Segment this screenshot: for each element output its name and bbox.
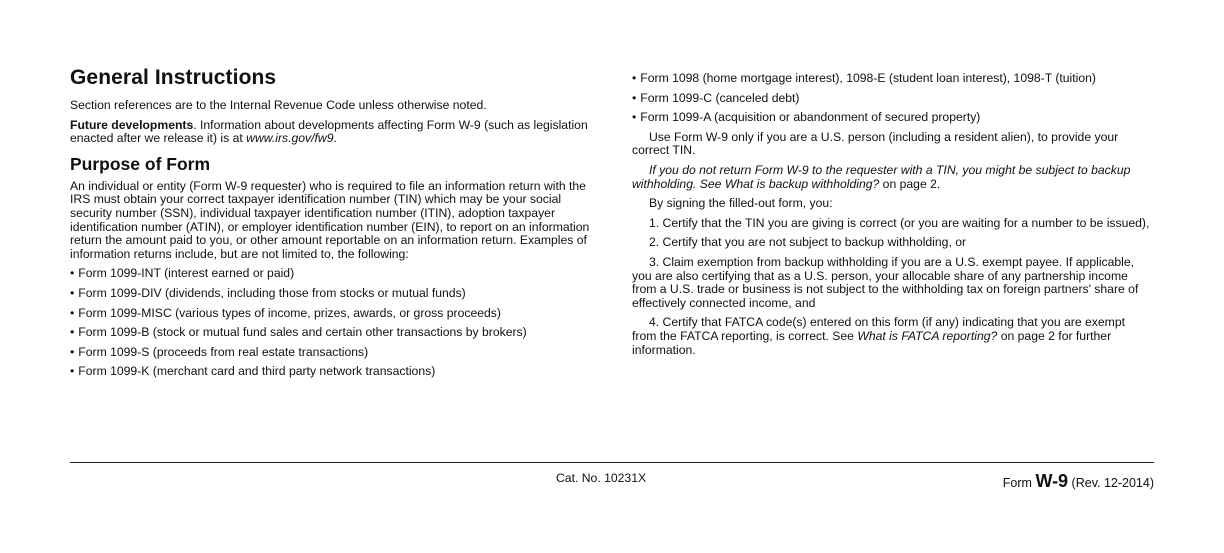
future-developments-paragraph — [70, 119, 590, 146]
future-developments-text: . Information about developments affecting Form W-9 (such as legislation enacted after we release it) is at — [70, 117, 588, 146]
bullet-item: • Form 1099-MISC (various types of income, prizes, awards, or gross proceeds) — [70, 307, 590, 321]
certification-item-3: 3. Claim exemption from backup withholding if you are a U.S. exempt payee. If applicable, you are also certifying that as a U.S. person, your allocable share of any partnership income from a U.S. trade or business is not subject to the withholding tax on foreign partners' share of effectively connected income, and — [632, 254, 1139, 310]
bullet-item: • Form 1099-C (canceled debt) — [632, 92, 1152, 106]
right-column — [632, 72, 1152, 363]
certification-item-2: 2. Certify that you are not subject to backup withholding, or — [649, 235, 967, 250]
future-developments-label: Future developments — [70, 117, 194, 132]
backup-withholding-paragraph — [632, 164, 1152, 191]
bullet-item: • Form 1099-DIV (dividends, including those from stocks or mutual funds) — [70, 287, 590, 301]
left-column — [70, 66, 590, 385]
bullet-item: • Form 1099-A (acquisition or abandonment of secured property) — [632, 111, 1152, 125]
purpose-intro-text: An individual or entity (Form W-9 requester) who is required to file an information return with the IRS must obtain your correct taxpayer identification number (TIN) which may be your social security number (SSN), individual taxpayer identification number (ITIN), adoption taxpayer identification number (ATIN), or employer identification number (EIN), to report on an information return the amount paid to you, or other amount reportable on an information return. Examples of information returns include, but are not limited to, the following: — [70, 178, 590, 261]
backup-withholding-ref: What is backup withholding? — [724, 176, 880, 191]
backup-withholding-end: on page 2. — [879, 176, 941, 191]
use-only-text: Use Form W-9 only if you are a U.S. person (including a resident alien), to provide your correct TIN. — [632, 129, 1119, 158]
purpose-of-form-heading: Purpose of Form — [70, 153, 211, 174]
catalog-number: Cat. No. 10231X — [556, 471, 647, 485]
certification-item-4 — [632, 316, 1152, 357]
form-name: W-9 — [1035, 471, 1069, 491]
backup-withholding-italic: If you do not return Form W-9 to the requester with a TIN, you might be subject to backup withholding. See — [632, 162, 1131, 191]
bullet-item: • Form 1098 (home mortgage interest), 1098-E (student loan interest), 1098-T (tuition) — [632, 72, 1152, 86]
bullet-item: • Form 1099-B (stock or mutual fund sales and certain other transactions by brokers) — [70, 326, 590, 340]
cert4-text-b: on page 2 for further information. — [632, 328, 1112, 357]
section-references-text: Section references are to the Internal Revenue Code unless otherwise noted. — [70, 98, 487, 112]
bullet-item: • Form 1099-S (proceeds from real estate transactions) — [70, 346, 590, 360]
certification-item-1: 1. Certify that the TIN you are giving is correct (or you are waiting for a number to be issued), — [649, 215, 1150, 230]
by-signing-text: By signing the filled-out form, you: — [649, 196, 833, 211]
form-reference — [1003, 471, 1154, 492]
form-label: Form — [1002, 476, 1036, 490]
future-developments-end: . — [333, 131, 337, 146]
cert4-text-a: 4. Certify that FATCA code(s) entered on this form (if any) indicating that you are exempt from the FATCA reporting, is correct. See — [632, 315, 1125, 343]
form-revision: (Rev. 12-2014) — [1068, 476, 1154, 490]
bullet-item: • Form 1099-K (merchant card and third party network transactions) — [70, 365, 590, 379]
footer-rule — [70, 462, 1154, 463]
general-instructions-heading: General Instructions — [70, 66, 277, 89]
bullet-item: • Form 1099-INT (interest earned or paid) — [70, 267, 590, 281]
fatca-reporting-ref: What is FATCA reporting? — [857, 328, 998, 343]
irs-url-link[interactable]: www.irs.gov/fw9 — [246, 131, 334, 146]
